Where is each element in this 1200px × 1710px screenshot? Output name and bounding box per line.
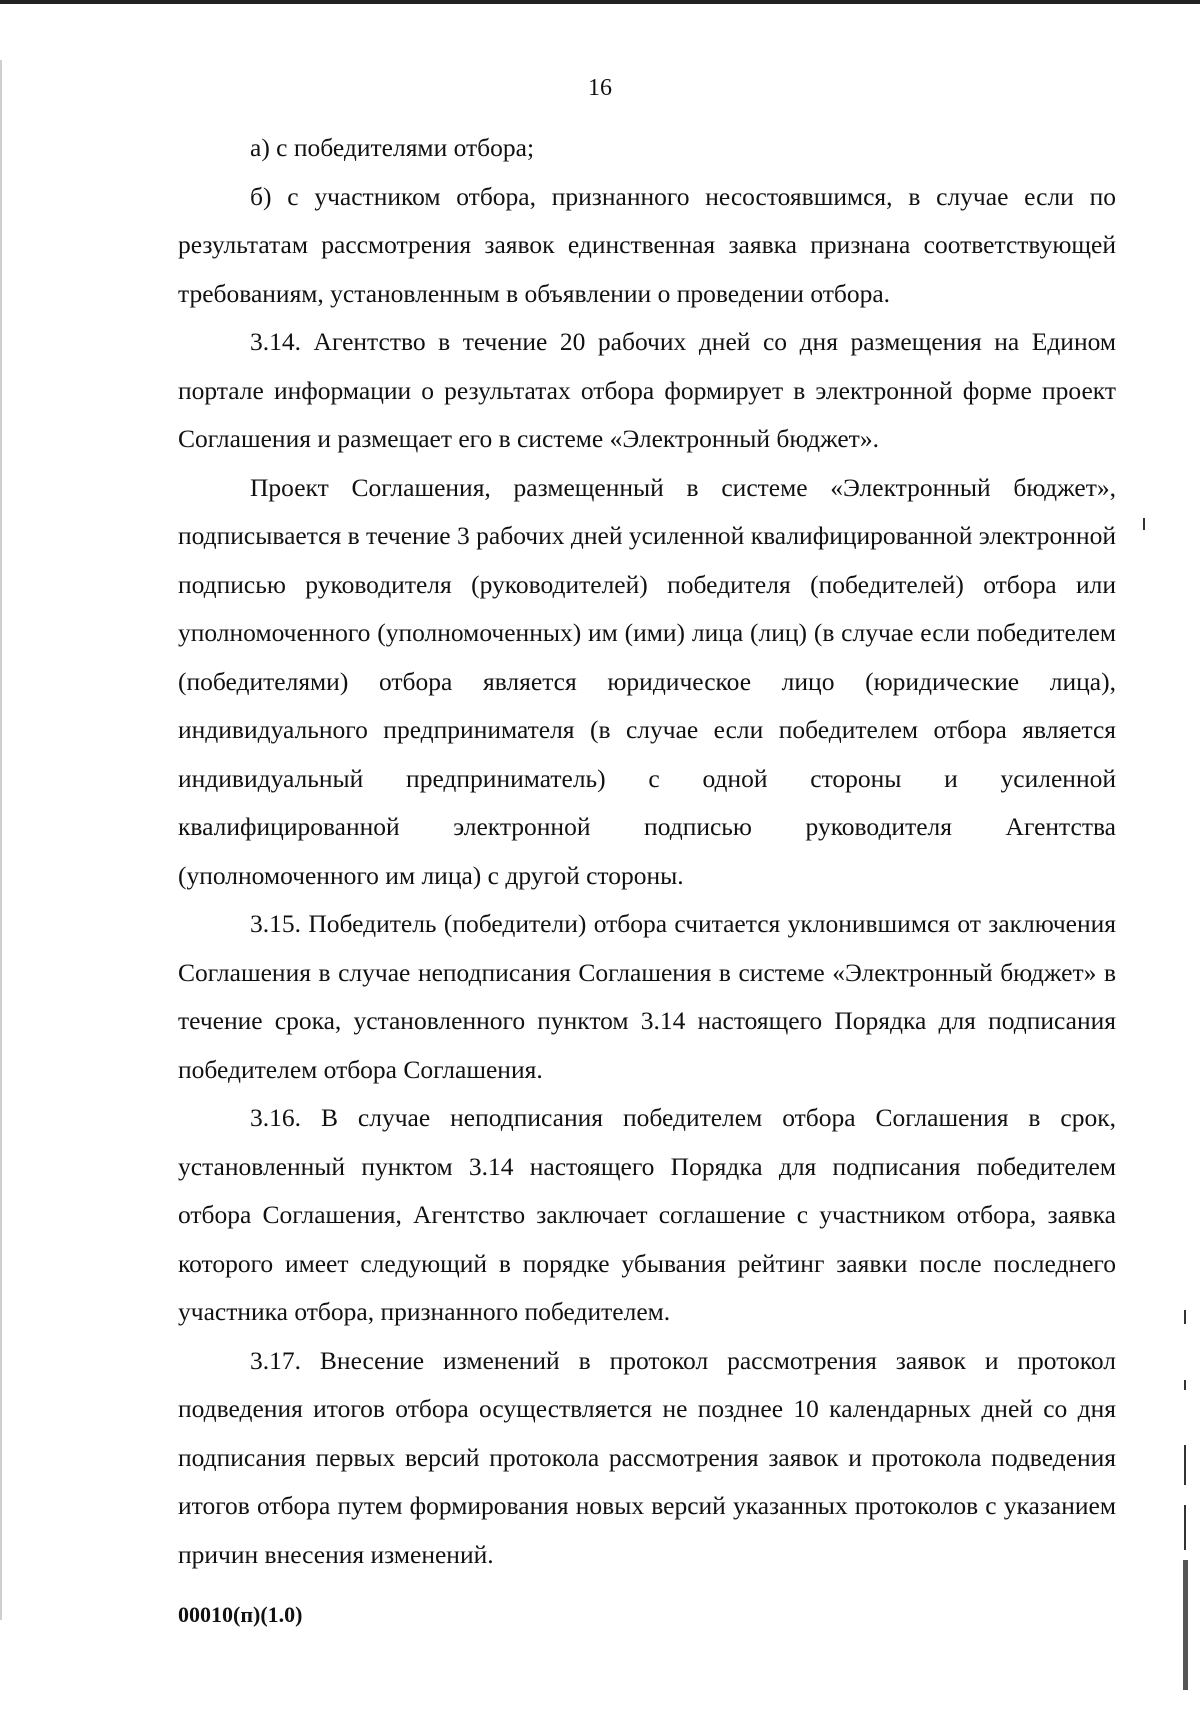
paragraph-3-15: 3.15. Победитель (победители) отбора считается уклонившимся от заключения Соглашения в случае неподписания Соглашения в системе «Электронный бюджет» в течение срока, установленного пунктом 3.14 настоящего Порядка для подписания победителем отбора Соглашения.	[178, 909, 1116, 1084]
paragraph-3-14: 3.14. Агентство в течение 20 рабочих дней со дня размещения на Едином портале информации о результатах отбора формирует в электронной форме проект Соглашения и размещает его в системе «Электронный бюджет».	[178, 327, 1116, 453]
paragraph-3-16: 3.16. В случае неподписания победителем отбора Соглашения в срок, установленный пунктом 3.14 настоящего Порядка для подписания победителем отбора Соглашения, Агентство заключает соглашение с участником отбора, заявка которого имеет следующий в порядке убывания рейтинг заявки после последнего участника отбора, признанного победителем.	[178, 1103, 1116, 1326]
document-code: 00010(п)(1.0)	[178, 1602, 303, 1627]
paragraph-b: б) с участником отбора, признанного несостоявшимся, в случае если по результатам рассмотрения заявок единственная заявка признана соответствующей требованиям, установленным в объявлении о проведении отбора.	[178, 181, 1116, 308]
paragraph-3-17: 3.17. Внесение изменений в протокол рассмотрения заявок и протокол подведения итогов отбора осуществляется не позднее 10 календарных дней со дня подписания первых версий протокола рассмотрения заявок и протокола подведения итогов отбора путем формирования новых версий указанных протоколов с указанием причин внесения изменений.	[178, 1345, 1116, 1569]
scan-mark	[1184, 1310, 1186, 1324]
scan-mark	[1184, 1380, 1186, 1390]
scan-mark	[1143, 518, 1145, 530]
document-body	[178, 124, 1116, 1579]
page-number: 16	[588, 75, 612, 101]
paragraph-a: а) с победителями отбора;	[250, 133, 535, 162]
paragraph-3-14-draft: Проект Соглашения, размещенный в системе «Электронный бюджет», подписывается в течение 3 рабочих дней усиленной квалифицированной электронной подписью руководителя (руководителей) победителя (победителей) отбора или уполномоченного (уполномоченных) им (ими) лица (лиц) (в случае если победителем (победителями) отбора является юридическое лицо (юридические лица), индивидуального предпринимателя (в случае если победителем отбора является индивидуальный предприниматель) с одной стороны и усиленной квалифицированной электронной подписью руководителя Агентства (уполномоченного им лица) с другой стороны.	[178, 472, 1116, 890]
scan-mark	[1184, 1445, 1186, 1485]
scan-mark	[1184, 1505, 1186, 1550]
scan-edge-top	[0, 0, 1200, 4]
scan-mark	[1183, 1560, 1188, 1690]
scan-edge-left	[0, 60, 2, 1620]
